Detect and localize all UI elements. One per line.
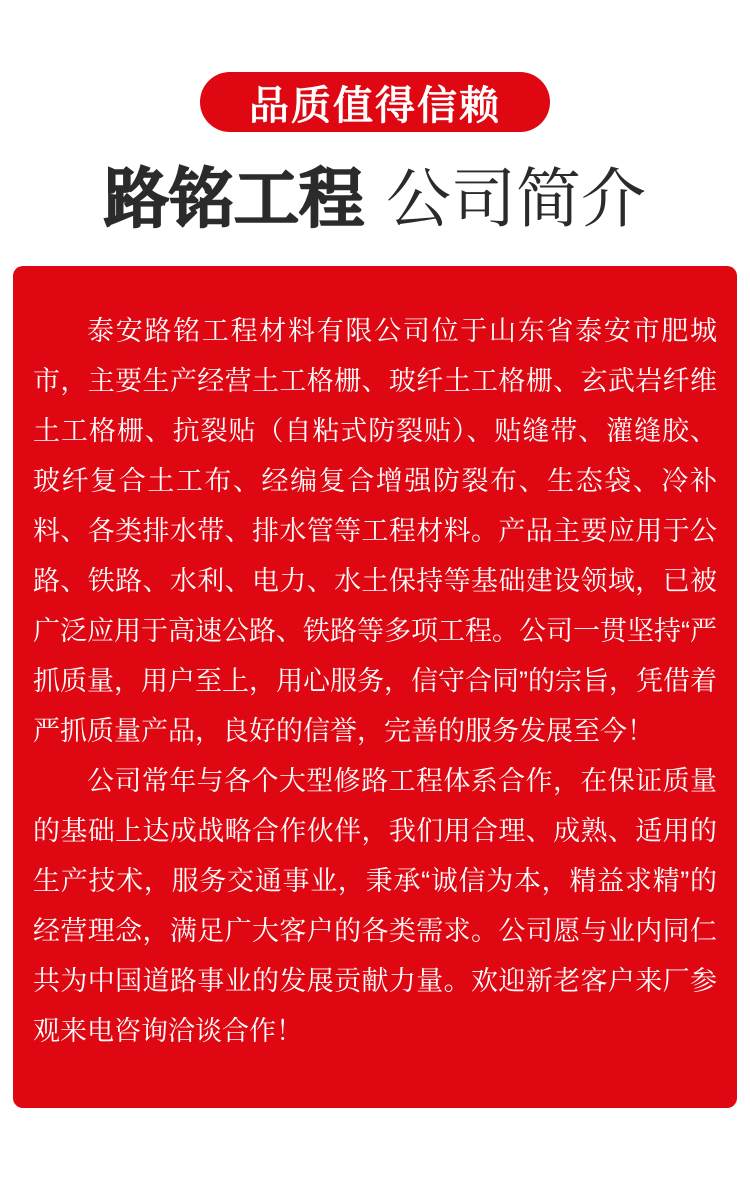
- company-intro-panel: [13, 266, 737, 1108]
- intro-paragraph-1: 泰安路铭工程材料有限公司位于山东省泰安市肥城市，主要生产经营土工格栅、玻纤土工格栅、玄武岩纤维土工格栅、抗裂贴（自粘式防裂贴）、贴缝带、灌缝胶、玻纤复合土工布、经编复合增强防裂布、生态袋、冷补料、各类排水带、排水管等工程材料。产品主要应用于公路、铁路、水利、电力、水土保持等基础建设领域，已被广泛应用于高速公路、铁路等多项工程。公司一贯坚持“严抓质量，用户至上，用心服务，信守合同”的宗旨，凭借着严抓质量产品，良好的信誉，完善的服务发展至今！: [33, 316, 717, 746]
- page-title-suffix: 公司简介: [386, 162, 647, 235]
- brand-name: 路铭工程: [103, 162, 364, 235]
- quality-badge: [200, 72, 550, 132]
- quality-badge-label: 品质值得信赖: [249, 83, 501, 128]
- company-intro-section: [0, 72, 750, 1191]
- intro-paragraph-2: 公司常年与各个大型修路工程体系合作，在保证质量的基础上达成战略合作伙伴，我们用合理、成熟、适用的生产技术，服务交通事业，秉承“诚信为本，精益求精”的经营理念，满足广大客户的各类需求。公司愿与业内同仁共为中国道路事业的发展贡献力量。欢迎新老客户来厂参观来电咨询洽谈合作！: [33, 766, 717, 1046]
- page-title: [0, 164, 750, 234]
